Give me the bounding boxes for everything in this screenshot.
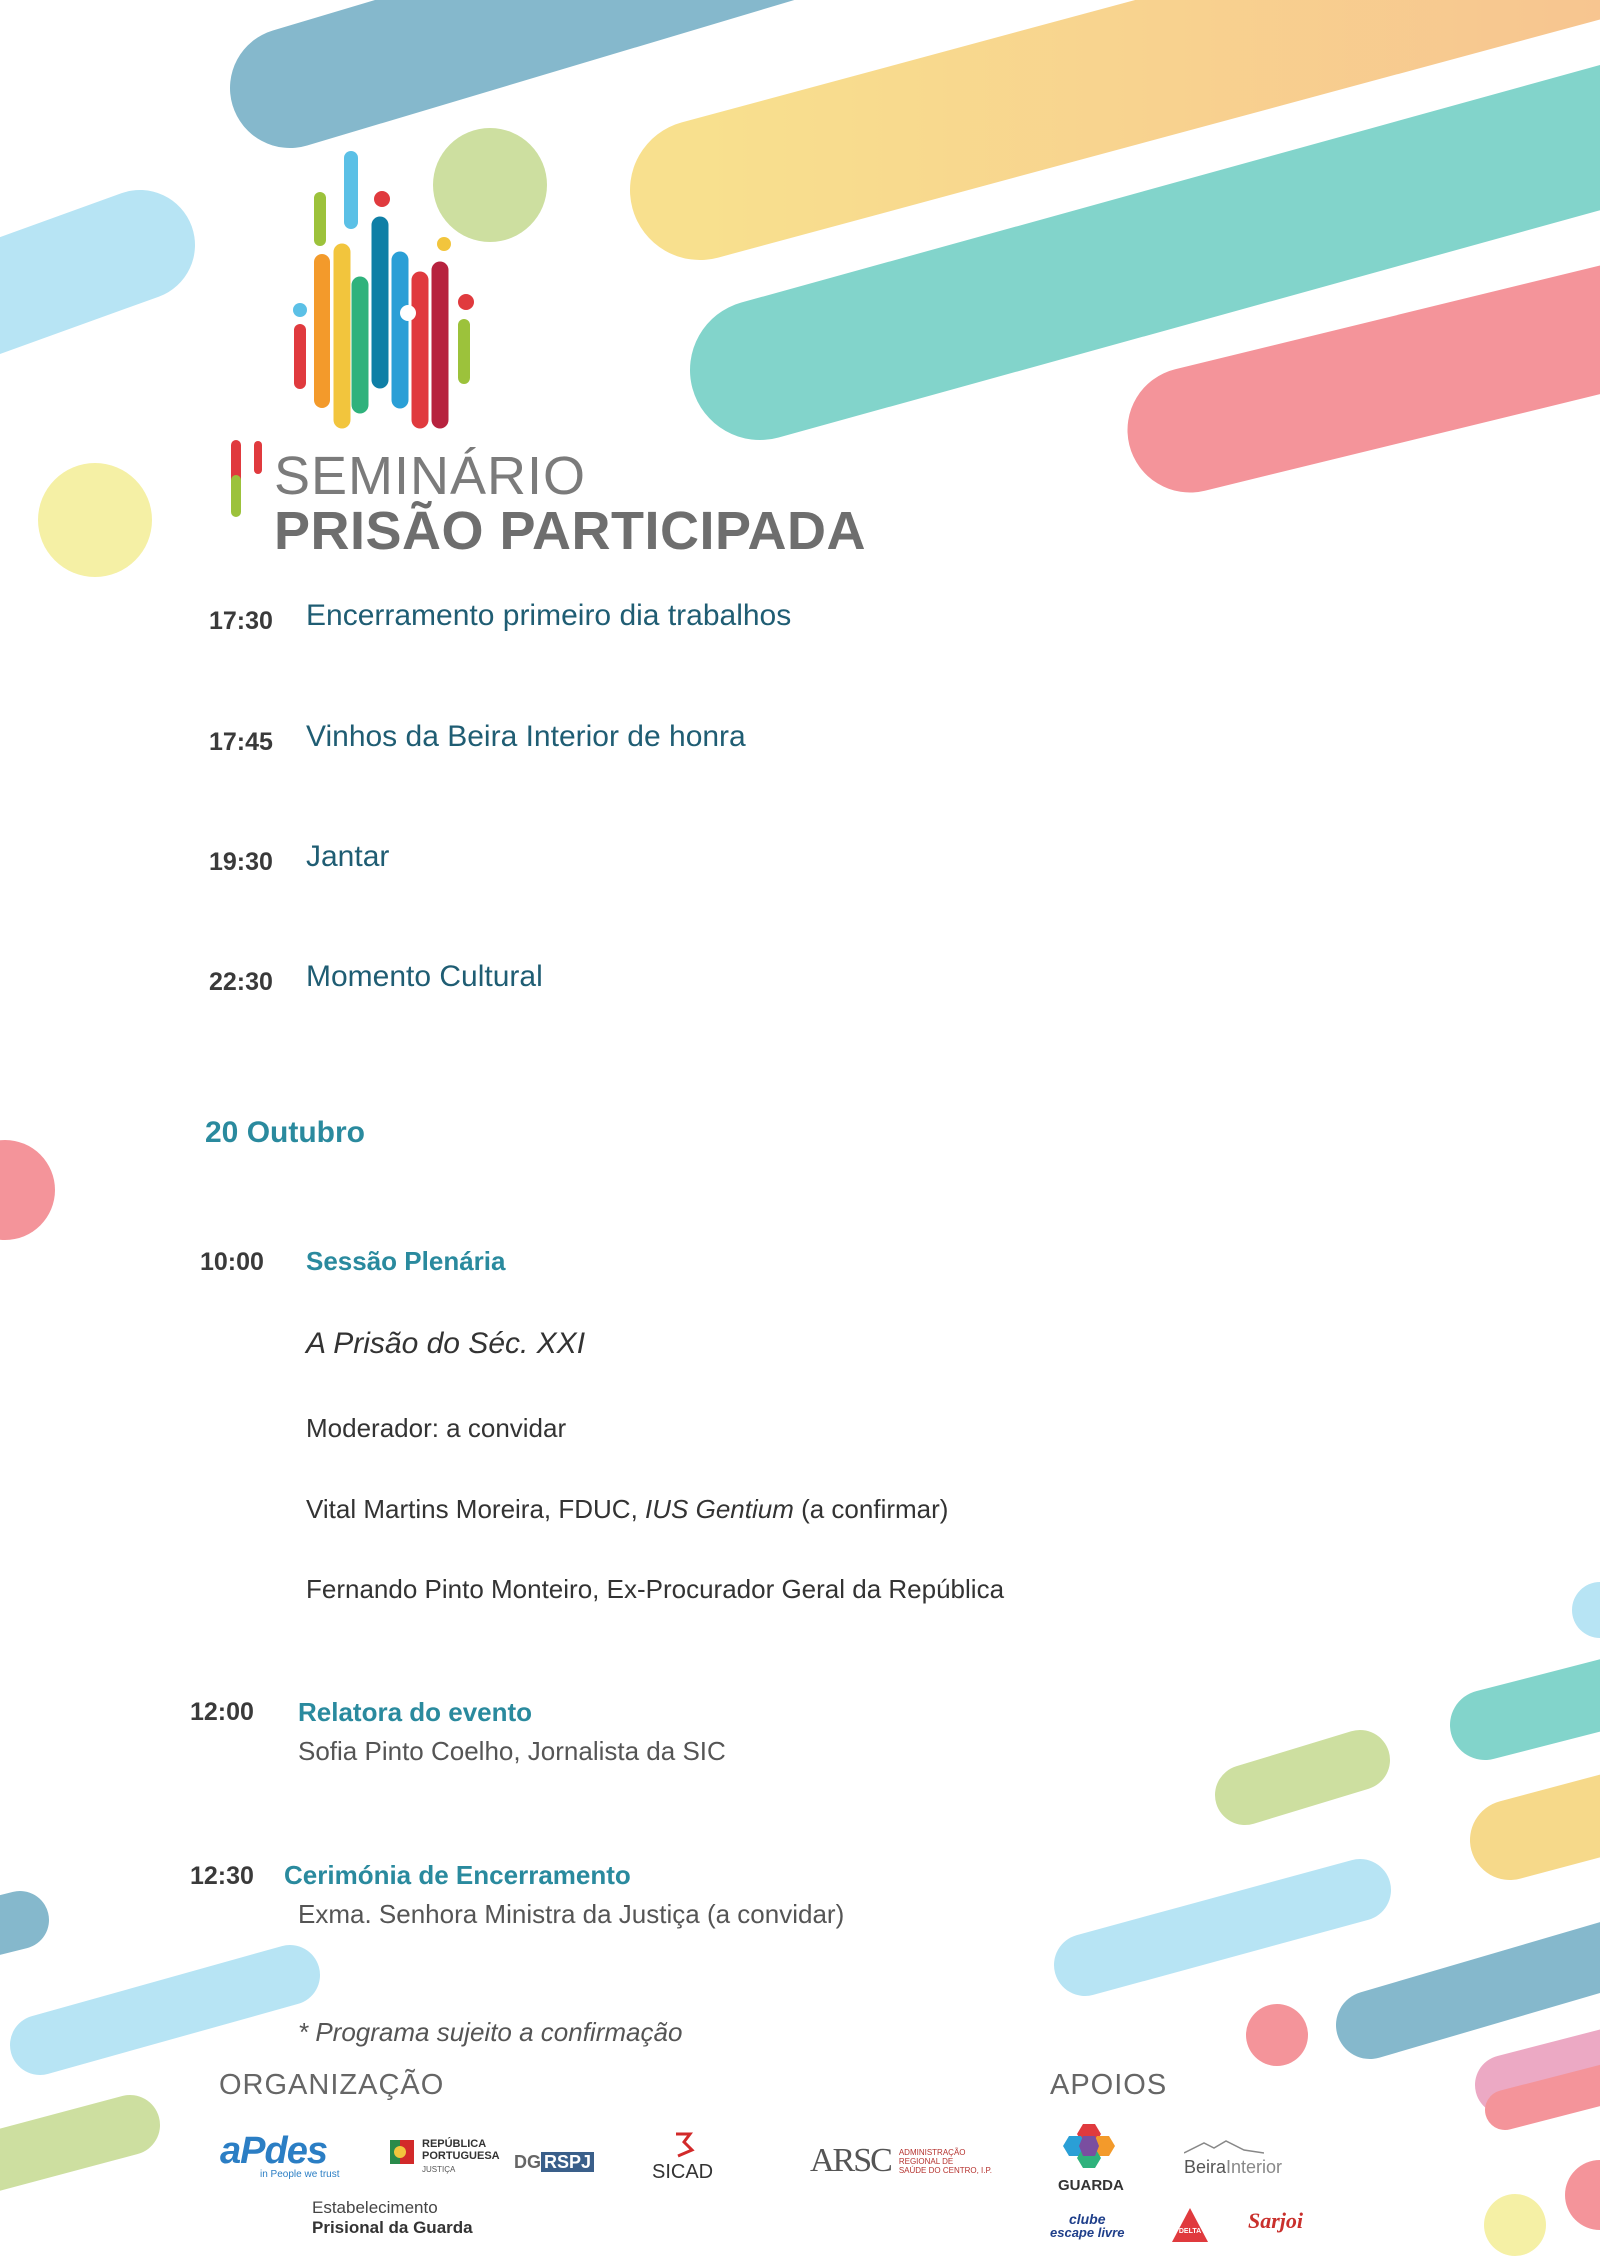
program-note: * Programa sujeito a confirmação <box>298 2017 683 2047</box>
time-1745: 17:45 <box>209 728 273 756</box>
logo-line-seminario: SEMINÁRIO <box>274 446 587 506</box>
republica-portuguesa-logo: REPÚBLICA PORTUGUESA JUSTIÇA <box>390 2138 500 2174</box>
beira-interior-logo: BeiraInterior <box>1184 2140 1282 2178</box>
speaker-pinto-monteiro: Fernando Pinto Monteiro, Ex-Procurador Geral da República <box>306 1574 1005 1604</box>
sicad-logo: SICAD <box>652 2132 713 2184</box>
logo-line-prisao-participada: PRISÃO PARTICIPADA <box>274 501 867 561</box>
schedule-item-jantar: Jantar <box>306 840 390 873</box>
apdes-logo: aPdes in People we trust <box>220 2130 340 2180</box>
organizacao-label: ORGANIZAÇÃO <box>219 2069 445 2101</box>
delta-triangle-icon <box>1170 2206 1210 2244</box>
sicad-symbol-icon <box>668 2132 698 2158</box>
dgrspj-logo: DG RSPJ <box>514 2152 594 2173</box>
session-title-encerramento: Cerimónia de Encerramento <box>284 1860 631 1890</box>
session-theme: A Prisão do Séc. XXI <box>306 1327 586 1360</box>
speaker-vital-moreira: Vital Martins Moreira, FDUC, IUS Gentium (a confirmar) <box>306 1494 949 1524</box>
guarda-hexagons-icon <box>1063 2122 1119 2174</box>
mountain-icon <box>1184 2140 1264 2154</box>
closing-name: Exma. Senhora Ministra da Justiça (a convidar) <box>298 1899 845 1929</box>
delta-logo: DELTA <box>1170 2206 1210 2249</box>
time-1000: 10:00 <box>200 1248 264 1276</box>
sarjoi-logo: Sarjoi <box>1248 2208 1304 2233</box>
coat-of-arms-icon <box>390 2138 416 2168</box>
schedule-item-vinhos: Vinhos da Beira Interior de honra <box>306 720 746 753</box>
arsc-logo: ARSC ADMINISTRAÇÃO REGIONAL DE SAÚDE DO CENTRO, I.P. <box>810 2142 993 2179</box>
moderator-line: Moderador: a convidar <box>306 1413 567 1443</box>
time-1230: 12:30 <box>190 1862 254 1890</box>
day-heading-20-outubro: 20 Outubro <box>205 1116 366 1149</box>
clube-escape-livre-logo: clube escape livre <box>1050 2211 1125 2240</box>
schedule-item-momento-cultural: Momento Cultural <box>306 960 543 993</box>
ep-guarda-logo: Estabelecimento Prisional da Guarda <box>312 2198 473 2237</box>
apoios-label: APOIOS <box>1050 2069 1168 2101</box>
time-2230: 22:30 <box>209 968 273 996</box>
rapporteur-name: Sofia Pinto Coelho, Jornalista da SIC <box>298 1736 726 1766</box>
session-title-plenaria: Sessão Plenária <box>306 1246 506 1276</box>
time-1930: 19:30 <box>209 848 273 876</box>
time-1730: 17:30 <box>209 607 273 635</box>
session-title-relatora: Relatora do evento <box>298 1697 533 1727</box>
schedule-item-encerramento: Encerramento primeiro dia trabalhos <box>306 599 792 632</box>
time-1200: 12:00 <box>190 1698 254 1726</box>
ius-gentium-italic: IUS Gentium <box>645 1494 794 1524</box>
guarda-logo: GUARDA <box>1058 2122 1124 2194</box>
